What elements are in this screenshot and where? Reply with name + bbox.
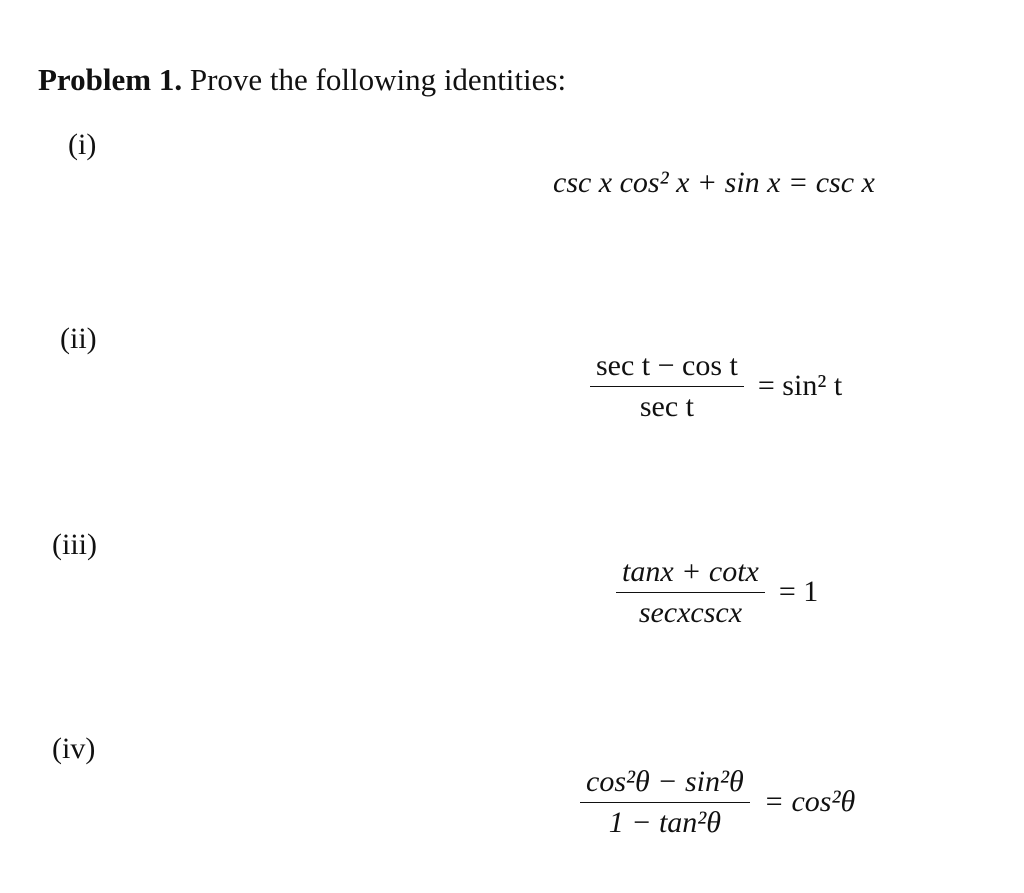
item-label-iii: (iii): [52, 528, 97, 561]
equation-iii: [616, 556, 818, 628]
rhs-ii: = sin² t: [757, 369, 843, 402]
rhs-iii: = 1: [778, 575, 819, 608]
numerator-iii: tanx + cotx: [616, 556, 765, 593]
rhs-iv: = cos²θ: [763, 785, 856, 818]
denominator-iii: secxcscx: [638, 595, 743, 629]
problem-number: Problem 1.: [38, 62, 183, 97]
problem-heading: [38, 62, 566, 98]
equation-ii: [590, 350, 842, 422]
fraction-ii: [590, 350, 744, 422]
numerator-iv: cos²θ − sin²θ: [580, 766, 750, 803]
numerator-ii: sec t − cos t: [590, 350, 744, 387]
fraction-iv: [580, 766, 750, 838]
problem-instruction: Prove the following identities:: [189, 62, 567, 97]
item-label-iv: (iv): [52, 732, 96, 765]
item-label-ii: (ii): [60, 322, 97, 355]
item-label-i: (i): [68, 128, 97, 161]
equation-i: [553, 166, 875, 200]
fraction-iii: [616, 556, 765, 628]
equation-i-text: csc x cos² x + sin x = csc x: [553, 166, 875, 199]
denominator-ii: sec t: [639, 389, 695, 423]
denominator-iv: 1 − tan²θ: [608, 805, 722, 839]
equation-iv: [580, 766, 855, 838]
